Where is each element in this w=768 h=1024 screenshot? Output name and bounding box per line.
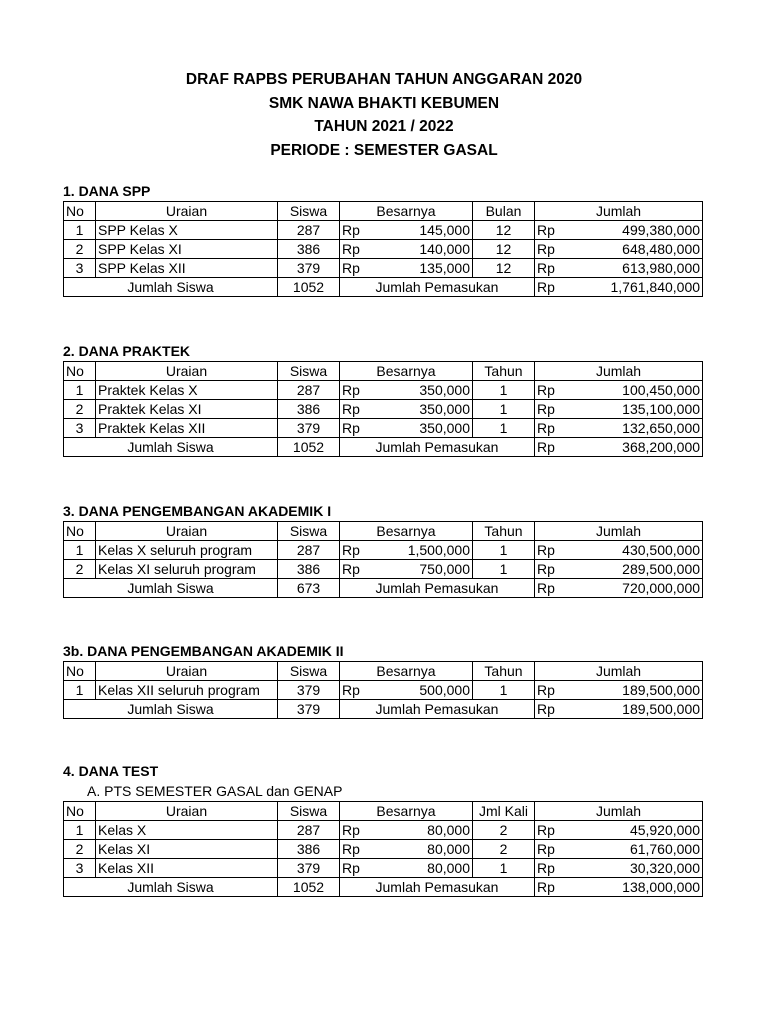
row-currency: Rp bbox=[340, 840, 378, 859]
row-total: 648,480,000 bbox=[573, 240, 703, 259]
table-row bbox=[64, 821, 703, 840]
budget-table bbox=[63, 521, 703, 598]
table-row bbox=[64, 419, 703, 438]
total-income-currency: Rp bbox=[535, 579, 573, 598]
header-jumlah: Jumlah bbox=[535, 522, 703, 541]
row-amount: 80,000 bbox=[378, 859, 473, 878]
budget-table bbox=[63, 361, 703, 457]
table-header-row bbox=[64, 202, 703, 221]
row-amount: 145,000 bbox=[378, 221, 473, 240]
title-line-3: TAHUN 2021 / 2022 bbox=[314, 118, 454, 135]
row-total-currency: Rp bbox=[535, 221, 573, 240]
row-number: 3 bbox=[64, 259, 96, 278]
header-siswa: Siswa bbox=[278, 362, 340, 381]
header-uraian: Uraian bbox=[96, 202, 278, 221]
row-student-count: 379 bbox=[278, 419, 340, 438]
header-besarnya: Besarnya bbox=[340, 662, 473, 681]
row-total-currency: Rp bbox=[535, 840, 573, 859]
row-student-count: 379 bbox=[278, 859, 340, 878]
row-number: 1 bbox=[64, 541, 96, 560]
row-amount: 135,000 bbox=[378, 259, 473, 278]
row-description: Praktek Kelas X bbox=[96, 381, 278, 400]
total-income-currency: Rp bbox=[535, 278, 573, 297]
section-2 bbox=[63, 342, 703, 457]
table-total-row bbox=[64, 878, 703, 897]
header-siswa: Siswa bbox=[278, 662, 340, 681]
row-description: Kelas XII bbox=[96, 859, 278, 878]
row-amount: 80,000 bbox=[378, 840, 473, 859]
row-currency: Rp bbox=[340, 221, 378, 240]
row-amount: 350,000 bbox=[378, 381, 473, 400]
row-number: 1 bbox=[64, 381, 96, 400]
table-row bbox=[64, 259, 703, 278]
total-income-value: 368,200,000 bbox=[573, 438, 703, 457]
section-1 bbox=[63, 182, 703, 297]
row-description: Praktek Kelas XI bbox=[96, 400, 278, 419]
row-amount: 80,000 bbox=[378, 821, 473, 840]
total-students-value: 1052 bbox=[278, 278, 340, 297]
row-description: Kelas X seluruh program bbox=[96, 541, 278, 560]
row-total-currency: Rp bbox=[535, 400, 573, 419]
row-total-currency: Rp bbox=[535, 821, 573, 840]
row-total-currency: Rp bbox=[535, 240, 573, 259]
row-description: Kelas X bbox=[96, 821, 278, 840]
table-total-row bbox=[64, 700, 703, 719]
row-currency: Rp bbox=[340, 859, 378, 878]
table-header-row bbox=[64, 522, 703, 541]
section-subheading: A. PTS SEMESTER GASAL dan GENAP bbox=[87, 783, 343, 799]
budget-table bbox=[63, 661, 703, 719]
row-period: 12 bbox=[473, 221, 535, 240]
total-students-label: Jumlah Siswa bbox=[64, 700, 278, 719]
row-total: 613,980,000 bbox=[573, 259, 703, 278]
row-number: 3 bbox=[64, 859, 96, 878]
row-amount: 350,000 bbox=[378, 419, 473, 438]
header-no: No bbox=[64, 662, 96, 681]
budget-table bbox=[63, 201, 703, 297]
row-total-currency: Rp bbox=[535, 859, 573, 878]
section-3 bbox=[63, 502, 703, 598]
header-siswa: Siswa bbox=[278, 522, 340, 541]
row-description: Kelas XI bbox=[96, 840, 278, 859]
header-no: No bbox=[64, 202, 96, 221]
row-total: 189,500,000 bbox=[573, 681, 703, 700]
row-student-count: 287 bbox=[278, 221, 340, 240]
table-total-row bbox=[64, 579, 703, 598]
row-period: 1 bbox=[473, 859, 535, 878]
total-income-value: 1,761,840,000 bbox=[573, 278, 703, 297]
document-title bbox=[0, 68, 768, 162]
header-period: Tahun bbox=[473, 362, 535, 381]
row-description: Praktek Kelas XII bbox=[96, 419, 278, 438]
row-number: 3 bbox=[64, 419, 96, 438]
row-currency: Rp bbox=[340, 541, 378, 560]
section-heading: 3. DANA PENGEMBANGAN AKADEMIK I bbox=[63, 503, 332, 519]
header-uraian: Uraian bbox=[96, 802, 278, 821]
row-student-count: 287 bbox=[278, 381, 340, 400]
row-number: 2 bbox=[64, 840, 96, 859]
header-period: Tahun bbox=[473, 662, 535, 681]
row-student-count: 287 bbox=[278, 541, 340, 560]
row-currency: Rp bbox=[340, 381, 378, 400]
header-uraian: Uraian bbox=[96, 522, 278, 541]
row-number: 1 bbox=[64, 681, 96, 700]
table-row bbox=[64, 221, 703, 240]
row-total-currency: Rp bbox=[535, 681, 573, 700]
row-number: 1 bbox=[64, 221, 96, 240]
row-description: SPP Kelas XI bbox=[96, 240, 278, 259]
section-5 bbox=[63, 762, 703, 897]
row-total: 45,920,000 bbox=[573, 821, 703, 840]
row-currency: Rp bbox=[340, 681, 378, 700]
row-description: Kelas XII seluruh program bbox=[96, 681, 278, 700]
row-student-count: 386 bbox=[278, 240, 340, 259]
header-besarnya: Besarnya bbox=[340, 202, 473, 221]
table-row bbox=[64, 560, 703, 579]
header-besarnya: Besarnya bbox=[340, 522, 473, 541]
row-student-count: 386 bbox=[278, 400, 340, 419]
budget-table bbox=[63, 801, 703, 897]
table-header-row bbox=[64, 362, 703, 381]
header-period: Bulan bbox=[473, 202, 535, 221]
total-students-label: Jumlah Siswa bbox=[64, 878, 278, 897]
header-no: No bbox=[64, 802, 96, 821]
total-income-value: 138,000,000 bbox=[573, 878, 703, 897]
row-total: 499,380,000 bbox=[573, 221, 703, 240]
row-total: 100,450,000 bbox=[573, 381, 703, 400]
section-4 bbox=[63, 642, 703, 719]
total-income-value: 189,500,000 bbox=[573, 700, 703, 719]
header-no: No bbox=[64, 522, 96, 541]
row-number: 1 bbox=[64, 821, 96, 840]
title-line-1: DRAF RAPBS PERUBAHAN TAHUN ANGGARAN 2020 bbox=[185, 71, 583, 88]
table-row bbox=[64, 840, 703, 859]
row-period: 12 bbox=[473, 240, 535, 259]
section-heading: 1. DANA SPP bbox=[63, 183, 151, 199]
total-students-value: 1052 bbox=[278, 878, 340, 897]
header-jumlah: Jumlah bbox=[535, 662, 703, 681]
row-period: 1 bbox=[473, 419, 535, 438]
row-period: 1 bbox=[473, 681, 535, 700]
header-besarnya: Besarnya bbox=[340, 802, 473, 821]
row-number: 2 bbox=[64, 560, 96, 579]
row-total: 30,320,000 bbox=[573, 859, 703, 878]
row-currency: Rp bbox=[340, 560, 378, 579]
total-income-currency: Rp bbox=[535, 700, 573, 719]
row-period: 2 bbox=[473, 821, 535, 840]
table-header-row bbox=[64, 662, 703, 681]
row-total: 132,650,000 bbox=[573, 419, 703, 438]
title-line-4: PERIODE : SEMESTER GASAL bbox=[270, 141, 498, 159]
section-heading: 4. DANA TEST bbox=[63, 763, 159, 779]
header-jumlah: Jumlah bbox=[535, 202, 703, 221]
total-income-label: Jumlah Pemasukan bbox=[340, 878, 535, 897]
total-students-label: Jumlah Siswa bbox=[64, 438, 278, 457]
table-row bbox=[64, 859, 703, 878]
total-income-label: Jumlah Pemasukan bbox=[340, 278, 535, 297]
header-uraian: Uraian bbox=[96, 662, 278, 681]
row-currency: Rp bbox=[340, 240, 378, 259]
row-amount: 1,500,000 bbox=[378, 541, 473, 560]
header-period: Jml Kali bbox=[473, 802, 535, 821]
row-total-currency: Rp bbox=[535, 259, 573, 278]
table-row bbox=[64, 381, 703, 400]
row-description: SPP Kelas XII bbox=[96, 259, 278, 278]
title-line-2: SMK NAWA BHAKTI KEBUMEN bbox=[268, 94, 500, 112]
row-total: 430,500,000 bbox=[573, 541, 703, 560]
total-income-label: Jumlah Pemasukan bbox=[340, 579, 535, 598]
row-period: 1 bbox=[473, 400, 535, 419]
row-period: 12 bbox=[473, 259, 535, 278]
row-student-count: 386 bbox=[278, 840, 340, 859]
row-total-currency: Rp bbox=[535, 541, 573, 560]
row-number: 2 bbox=[64, 240, 96, 259]
row-period: 1 bbox=[473, 560, 535, 579]
header-siswa: Siswa bbox=[278, 802, 340, 821]
total-income-currency: Rp bbox=[535, 878, 573, 897]
row-description: Kelas XI seluruh program bbox=[96, 560, 278, 579]
total-income-label: Jumlah Pemasukan bbox=[340, 700, 535, 719]
table-row bbox=[64, 541, 703, 560]
total-students-value: 673 bbox=[278, 579, 340, 598]
header-besarnya: Besarnya bbox=[340, 362, 473, 381]
row-description: SPP Kelas X bbox=[96, 221, 278, 240]
row-currency: Rp bbox=[340, 821, 378, 840]
total-students-value: 1052 bbox=[278, 438, 340, 457]
header-siswa: Siswa bbox=[278, 202, 340, 221]
row-amount: 500,000 bbox=[378, 681, 473, 700]
row-student-count: 379 bbox=[278, 259, 340, 278]
section-heading: 3b. DANA PENGEMBANGAN AKADEMIK II bbox=[63, 643, 344, 659]
row-total-currency: Rp bbox=[535, 419, 573, 438]
table-row bbox=[64, 240, 703, 259]
total-students-label: Jumlah Siswa bbox=[64, 579, 278, 598]
row-currency: Rp bbox=[340, 419, 378, 438]
row-student-count: 386 bbox=[278, 560, 340, 579]
table-total-row bbox=[64, 278, 703, 297]
total-income-currency: Rp bbox=[535, 438, 573, 457]
total-students-label: Jumlah Siswa bbox=[64, 278, 278, 297]
row-amount: 140,000 bbox=[378, 240, 473, 259]
table-row bbox=[64, 681, 703, 700]
total-students-value: 379 bbox=[278, 700, 340, 719]
row-amount: 350,000 bbox=[378, 400, 473, 419]
row-period: 1 bbox=[473, 541, 535, 560]
total-income-label: Jumlah Pemasukan bbox=[340, 438, 535, 457]
section-heading: 2. DANA PRAKTEK bbox=[63, 343, 191, 359]
row-total: 289,500,000 bbox=[573, 560, 703, 579]
row-student-count: 379 bbox=[278, 681, 340, 700]
row-total-currency: Rp bbox=[535, 381, 573, 400]
table-header-row bbox=[64, 802, 703, 821]
table-total-row bbox=[64, 438, 703, 457]
row-period: 1 bbox=[473, 381, 535, 400]
table-row bbox=[64, 400, 703, 419]
header-no: No bbox=[64, 362, 96, 381]
header-period: Tahun bbox=[473, 522, 535, 541]
row-total-currency: Rp bbox=[535, 560, 573, 579]
header-jumlah: Jumlah bbox=[535, 802, 703, 821]
row-total: 61,760,000 bbox=[573, 840, 703, 859]
row-number: 2 bbox=[64, 400, 96, 419]
row-amount: 750,000 bbox=[378, 560, 473, 579]
header-uraian: Uraian bbox=[96, 362, 278, 381]
total-income-value: 720,000,000 bbox=[573, 579, 703, 598]
row-student-count: 287 bbox=[278, 821, 340, 840]
row-period: 2 bbox=[473, 840, 535, 859]
header-jumlah: Jumlah bbox=[535, 362, 703, 381]
row-total: 135,100,000 bbox=[573, 400, 703, 419]
row-currency: Rp bbox=[340, 400, 378, 419]
row-currency: Rp bbox=[340, 259, 378, 278]
